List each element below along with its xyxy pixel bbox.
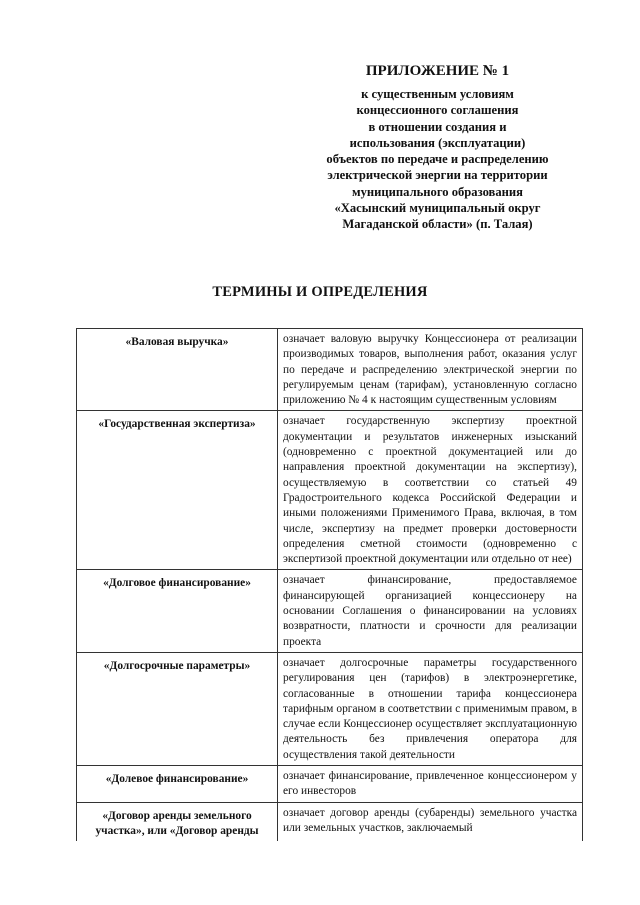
section-title: ТЕРМИНЫ И ОПРЕДЕЛЕНИЯ: [212, 284, 428, 300]
term-cell: «Долгосрочные параметры»: [77, 652, 278, 765]
table-row: [77, 652, 583, 765]
appendix-title: ПРИЛОЖЕНИЕ № 1: [365, 63, 510, 79]
appendix-line: Магаданской области» (п. Талая): [342, 217, 533, 232]
term-cell: «Долевое финансирование»: [77, 766, 278, 803]
appendix-line: использования (эксплуатации): [349, 135, 526, 150]
definition-cell: означает долгосрочные параметры государственного регулирования цен (тарифов) в электроэнергетике, согласованные в отношении тарифа концессионера тарифным органом в соответствии с применимым правом, в случае если Концессионер осуществляет эксплуатационную деятельность без привлечения оператора для осуществления такой деятельности: [278, 652, 583, 765]
definition-cell: означает финансирование, привлеченное концессионером у его инвесторов: [278, 766, 583, 803]
appendix-line: «Хасынский муниципальный округ: [334, 201, 541, 216]
definition-cell: означает государственную экспертизу проектной документации и результатов инженерных изысканий (одновременно с проектной документацией или до направления проектной документации на экспертизу), осуществляемую в соответствии со статьей 49 Градостроительного кодекса Российской Федерации и иными положениями Применимого Права, включая, в том числе, экспертизу на предмет проверки достоверности определения сметной стоимости (одновременно с экспертизой проектной документации или отдельно от нее): [278, 411, 583, 570]
appendix-line: в отношении создания и: [368, 119, 507, 134]
appendix-line: концессионного соглашения: [356, 103, 519, 118]
appendix-header: [300, 60, 575, 233]
table-row: [77, 411, 583, 570]
table-row: [77, 329, 583, 411]
table-row: [77, 802, 583, 841]
definition-cell: означает финансирование, предоставляемое финансирующей организацией концессионеру на основании Соглашения о финансировании на условиях возвратности, платности и срочности для реализации проекта: [278, 570, 583, 652]
table-row: [77, 570, 583, 652]
definition-cell: означает валовую выручку Концессионера от реализации производимых товаров, выполнения работ, оказания услуг по передаче и распределению электрической энергии по регулируемым ценам (тарифам), установленную согласно приложению № 4 к настоящим существенным условиям: [278, 329, 583, 411]
table-row: [77, 766, 583, 803]
term-cell: «Долговое финансирование»: [77, 570, 278, 652]
appendix-line: муниципального образования: [352, 184, 523, 199]
term-cell: «Валовая выручка»: [77, 329, 278, 411]
term-cell: «Государственная экспертиза»: [77, 411, 278, 570]
appendix-line: объектов по передаче и распределению: [326, 152, 549, 167]
appendix-line: к существенным условиям: [361, 87, 514, 101]
appendix-line: электрической энергии на территории: [327, 168, 548, 183]
term-cell: «Договор аренды земельного участка», или «Договор аренды: [77, 802, 278, 841]
definition-cell: означает договор аренды (субаренды) земельного участка или земельных участков, заключаемый: [278, 802, 583, 841]
terms-table: [76, 328, 583, 841]
